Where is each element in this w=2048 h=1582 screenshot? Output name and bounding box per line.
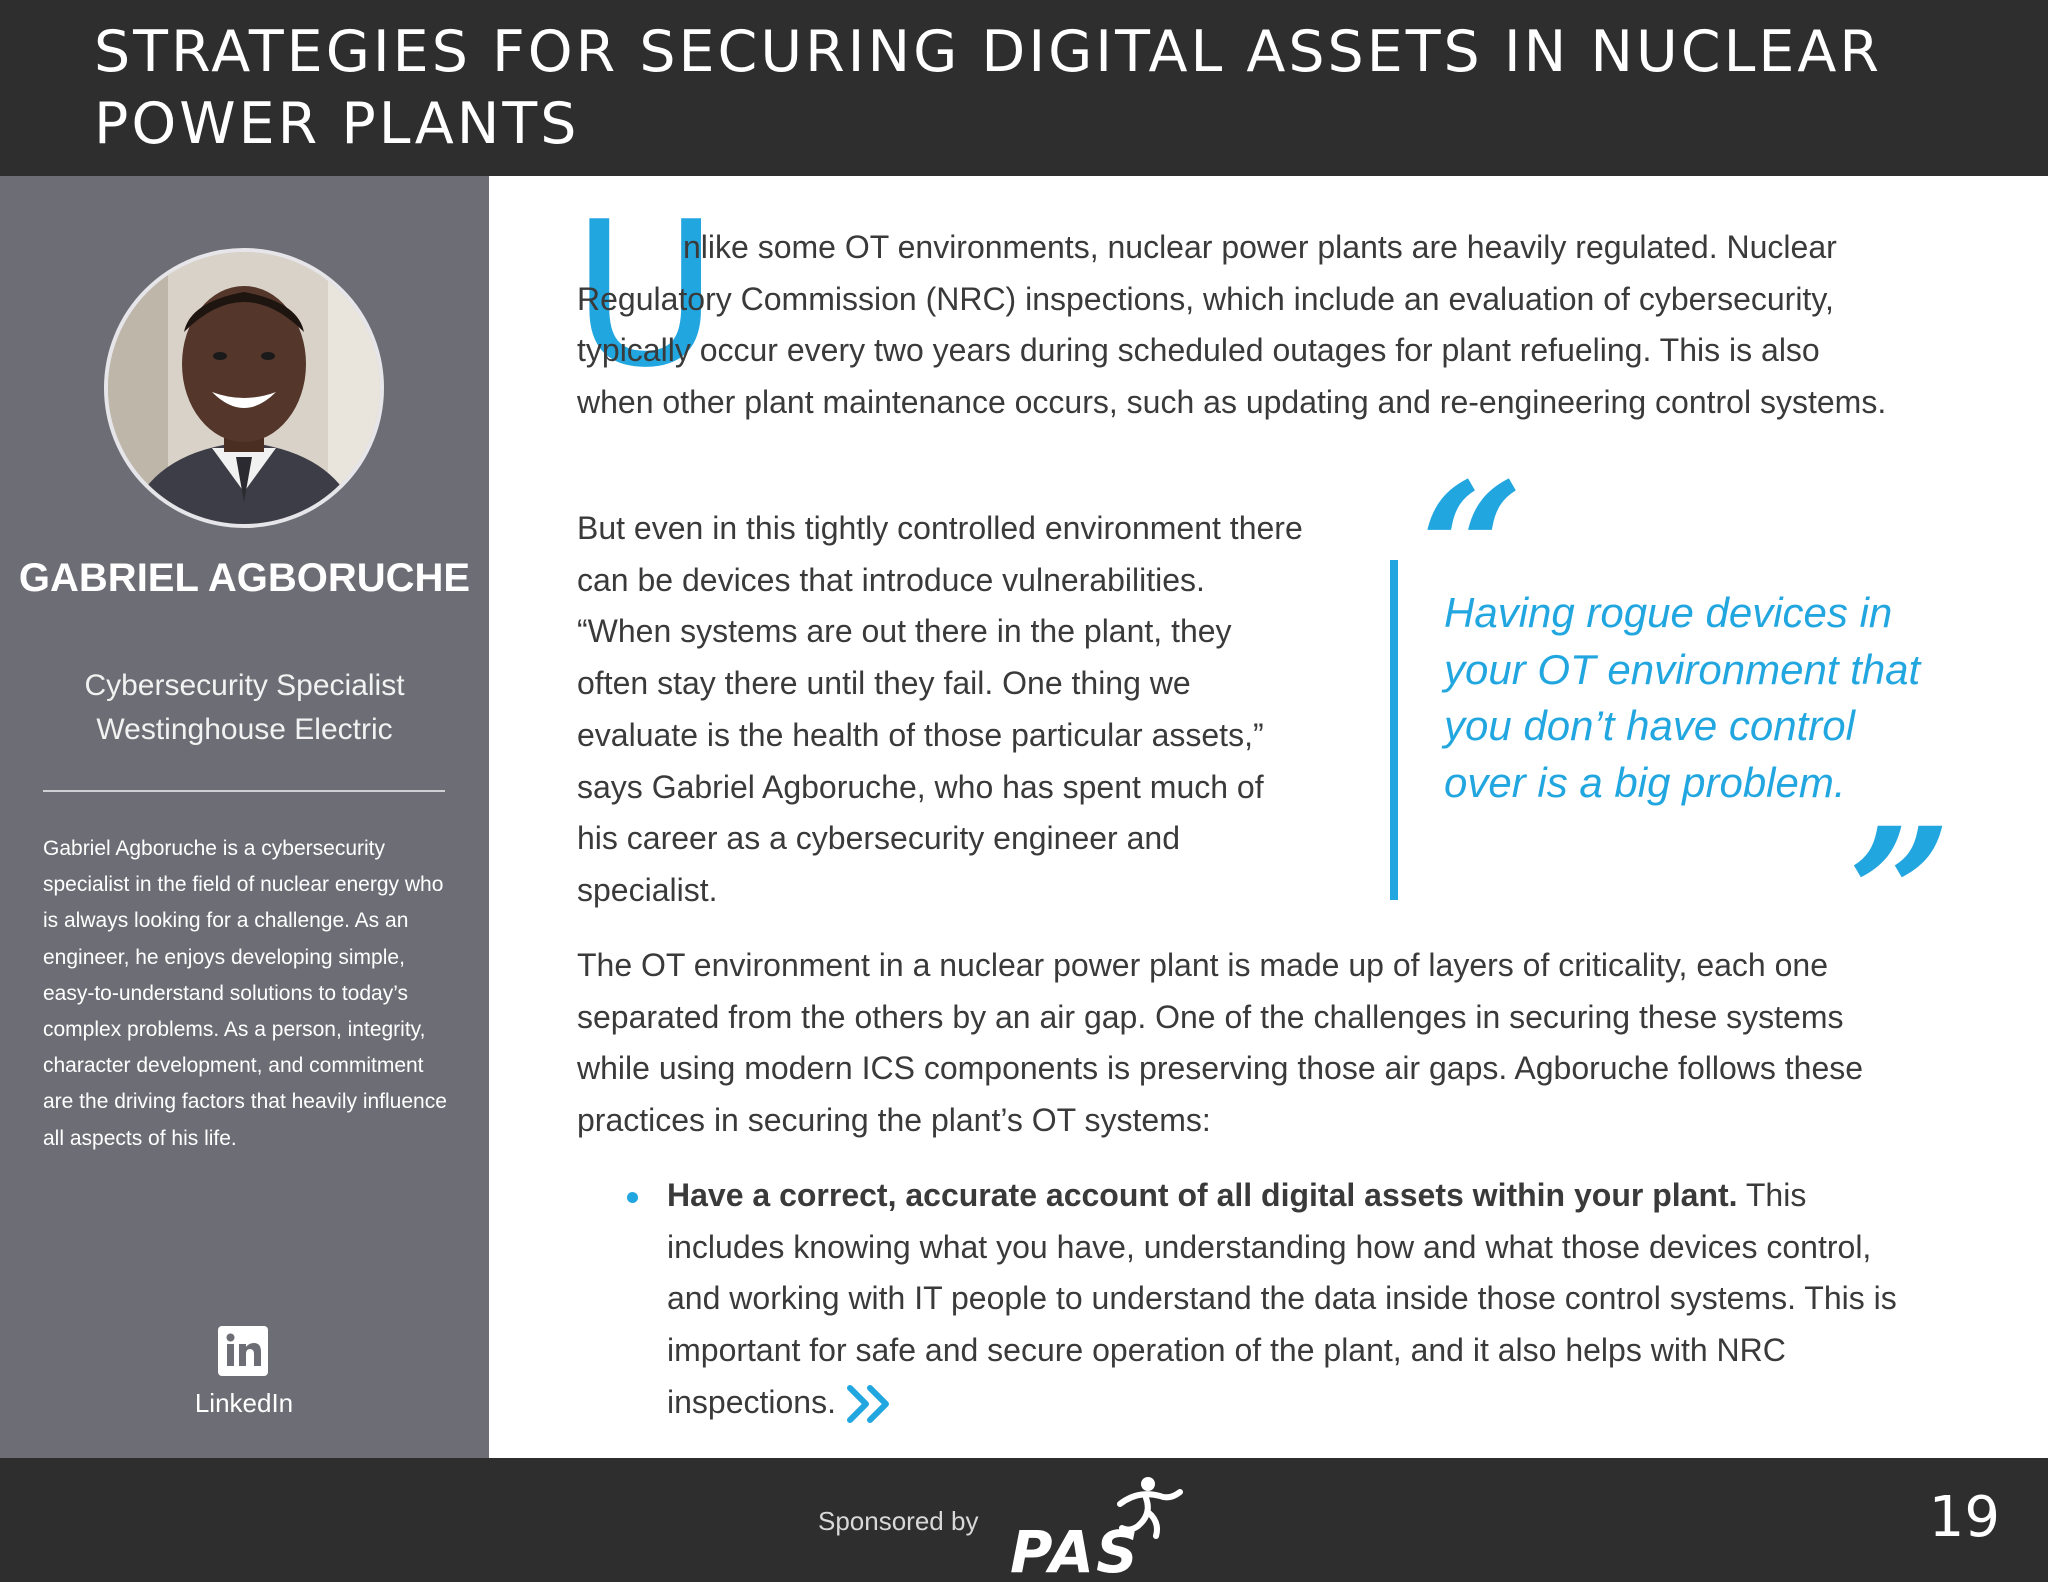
page-number: 19 bbox=[1928, 1485, 2000, 1550]
pas-logo-icon bbox=[1010, 1470, 1190, 1578]
author-photo-icon bbox=[108, 252, 380, 524]
page-footer bbox=[0, 1458, 2048, 1582]
article-paragraph-2: But even in this tightly controlled environment there can be devices that introduce vulnerabilities. “When systems are out there in the plant, they often stay there until they fail. One thing we evaluate is the health of those particular assets,” says Gabriel Agboruche, who has spent much of his career as a cybersecurity engineer and specialist. bbox=[577, 510, 1303, 908]
author-bio: Gabriel Agboruche is a cybersecurity specialist in the field of nuclear energy who is always looking for a challenge. As an engineer, he enjoys developing simple, easy-to-understand solutions to today’s complex problems. As a person, integrity, character development, and commitment are the driving factors that heavily influence all aspects of his life. bbox=[43, 837, 447, 1150]
page-title: STRATEGIES FOR SECURING DIGITAL ASSETS IN NUCLEAR POWER PLANTS bbox=[94, 19, 1882, 157]
author-title bbox=[0, 664, 489, 752]
avatar bbox=[104, 248, 384, 528]
list-item-text: This includes knowing what you have, understanding how and what those devices control, and working with IT people to understand the data inside those control systems. This is important for safe and secure operation of the plant, and it also helps with NRC inspections. bbox=[667, 1177, 1897, 1420]
double-chevron-right-icon bbox=[844, 1382, 896, 1426]
drop-cap: U bbox=[572, 179, 719, 412]
linkedin-label: LinkedIn bbox=[194, 1388, 294, 1418]
list-item-heading: Have a correct, accurate account of all digital assets within your plant. bbox=[667, 1177, 1738, 1213]
linkedin-icon bbox=[218, 1326, 268, 1376]
quote-bar bbox=[1390, 560, 1398, 900]
svg-text:PAS: PAS bbox=[1010, 1518, 1140, 1578]
author-name: GABRIEL AGBORUCHE bbox=[18, 556, 471, 600]
linkedin-link[interactable] bbox=[144, 1326, 344, 1426]
bullet-icon bbox=[627, 1192, 638, 1203]
list-item bbox=[577, 1170, 1897, 1429]
author-company: Westinghouse Electric bbox=[96, 713, 393, 746]
sponsor-logo bbox=[1010, 1470, 1190, 1578]
continue-button[interactable] bbox=[844, 1382, 896, 1426]
author-role: Cybersecurity Specialist bbox=[84, 669, 405, 702]
page-header bbox=[0, 0, 2048, 176]
article-paragraph-3: The OT environment in a nuclear power plant is made up of layers of criticality, each one separated from the others by an air gap. One of the challenges in securing these systems while using modern ICS components is preserving those air gaps. Agboruche follows these practices in securing the plant’s OT systems: bbox=[577, 947, 1864, 1139]
sidebar-divider bbox=[43, 790, 445, 792]
open-quote-icon: “ bbox=[1420, 444, 1524, 655]
author-sidebar bbox=[0, 176, 489, 1458]
pull-quote bbox=[1390, 444, 1952, 1000]
close-quote-icon: ” bbox=[1848, 789, 1952, 1000]
quote-text: Having rogue devices in your OT environment that you don’t have control over is a big problem. bbox=[1444, 589, 1921, 806]
article-paragraph-1: nlike some OT environments, nuclear power plants are heavily regulated. Nuclear Regulatory Commission (NRC) inspections, which include an evaluation of cybersecurity, typically occur every two years during scheduled outages for plant refueling. This is also when other plant maintenance occurs, such as updating and re-engineering control systems. bbox=[577, 229, 1887, 421]
practices-list bbox=[577, 1170, 1897, 1429]
sponsor-label: Sponsored by bbox=[818, 1506, 979, 1536]
